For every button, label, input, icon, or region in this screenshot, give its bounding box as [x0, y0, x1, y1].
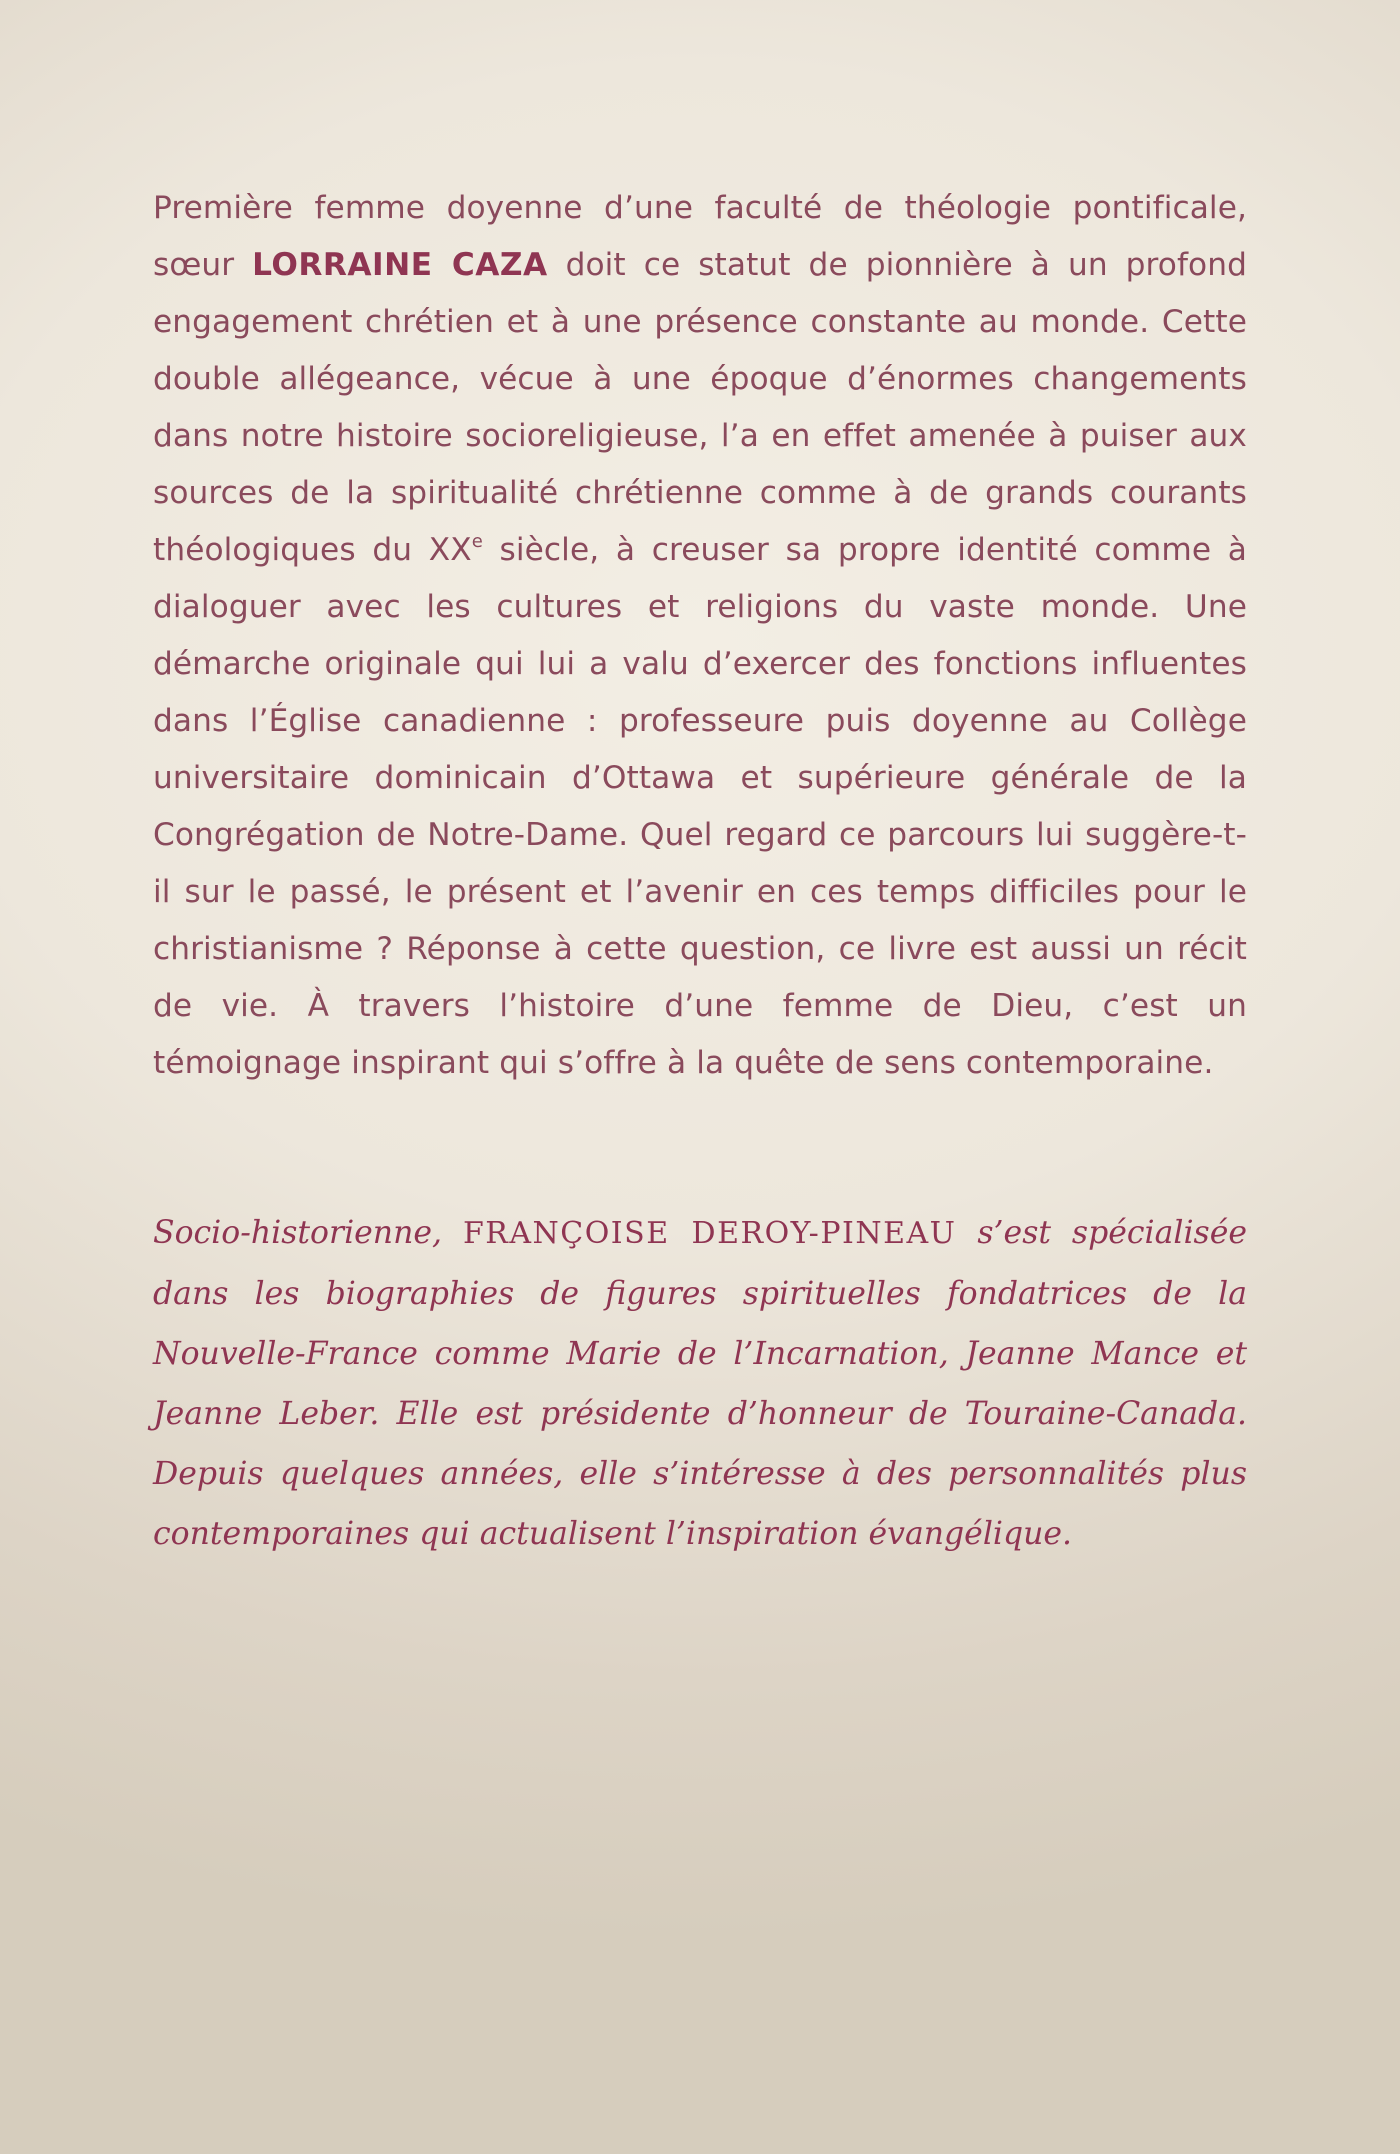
- subject-name: LORRAINE CAZA: [252, 247, 548, 283]
- blurb-conclusion: siècle, à creuser sa propre identité comme à dialoguer avec les cultures et religions du vaste monde. Une démarche originale qui lui a valu d’exercer des fonctions influentes dans l’Église canadienne : professeure puis doyenne au Collège universitaire dominicain d’Ottawa et supérieure générale de la Congrégation de Notre-Dame. Quel regard ce parcours lui suggère-t-il sur le passé, le présent et l’avenir en ces temps difficiles pour le christianisme ? Réponse à cette question, ce livre est aussi un récit de vie. À travers l’histoire d’une femme de Dieu, c’est un témoignage inspirant qui s’offre à la quête de sens contemporaine.: [153, 532, 1247, 1081]
- bio-text: s’est spécialisée dans les biographies de figures spirituelles fondatrices de la Nouvelle-France comme Marie de l’Incarnation, Jeanne Mance et Jeanne Leber. Elle est présidente d’honneur de Touraine-Canada. Depuis quelques années, elle s’intéresse à des personnalités plus contemporaines qui actualisent l’inspiration évangélique.: [153, 1215, 1247, 1552]
- blurb-middle: doit ce statut de pionnière à un profond engagement chrétien et à une présence constante au monde. Cette double allégeance, vécue à une époque d’énormes changements dans notre histoire socioreligieuse, l’a en effet amenée à puiser aux sources de la spiritualité chrétienne comme à de grands courants théologiques du XX: [153, 247, 1247, 568]
- author-bio: [153, 1203, 1247, 1564]
- bio-intro: Socio-historienne,: [153, 1215, 463, 1251]
- author-name: FRANÇOISE DEROY-PINEAU: [462, 1216, 957, 1251]
- blurb-intro: Première femme doyenne d’une faculté de théologie pontificale, sœur: [153, 190, 1247, 283]
- book-blurb: [153, 180, 1247, 1092]
- century-superscript: e: [471, 530, 483, 552]
